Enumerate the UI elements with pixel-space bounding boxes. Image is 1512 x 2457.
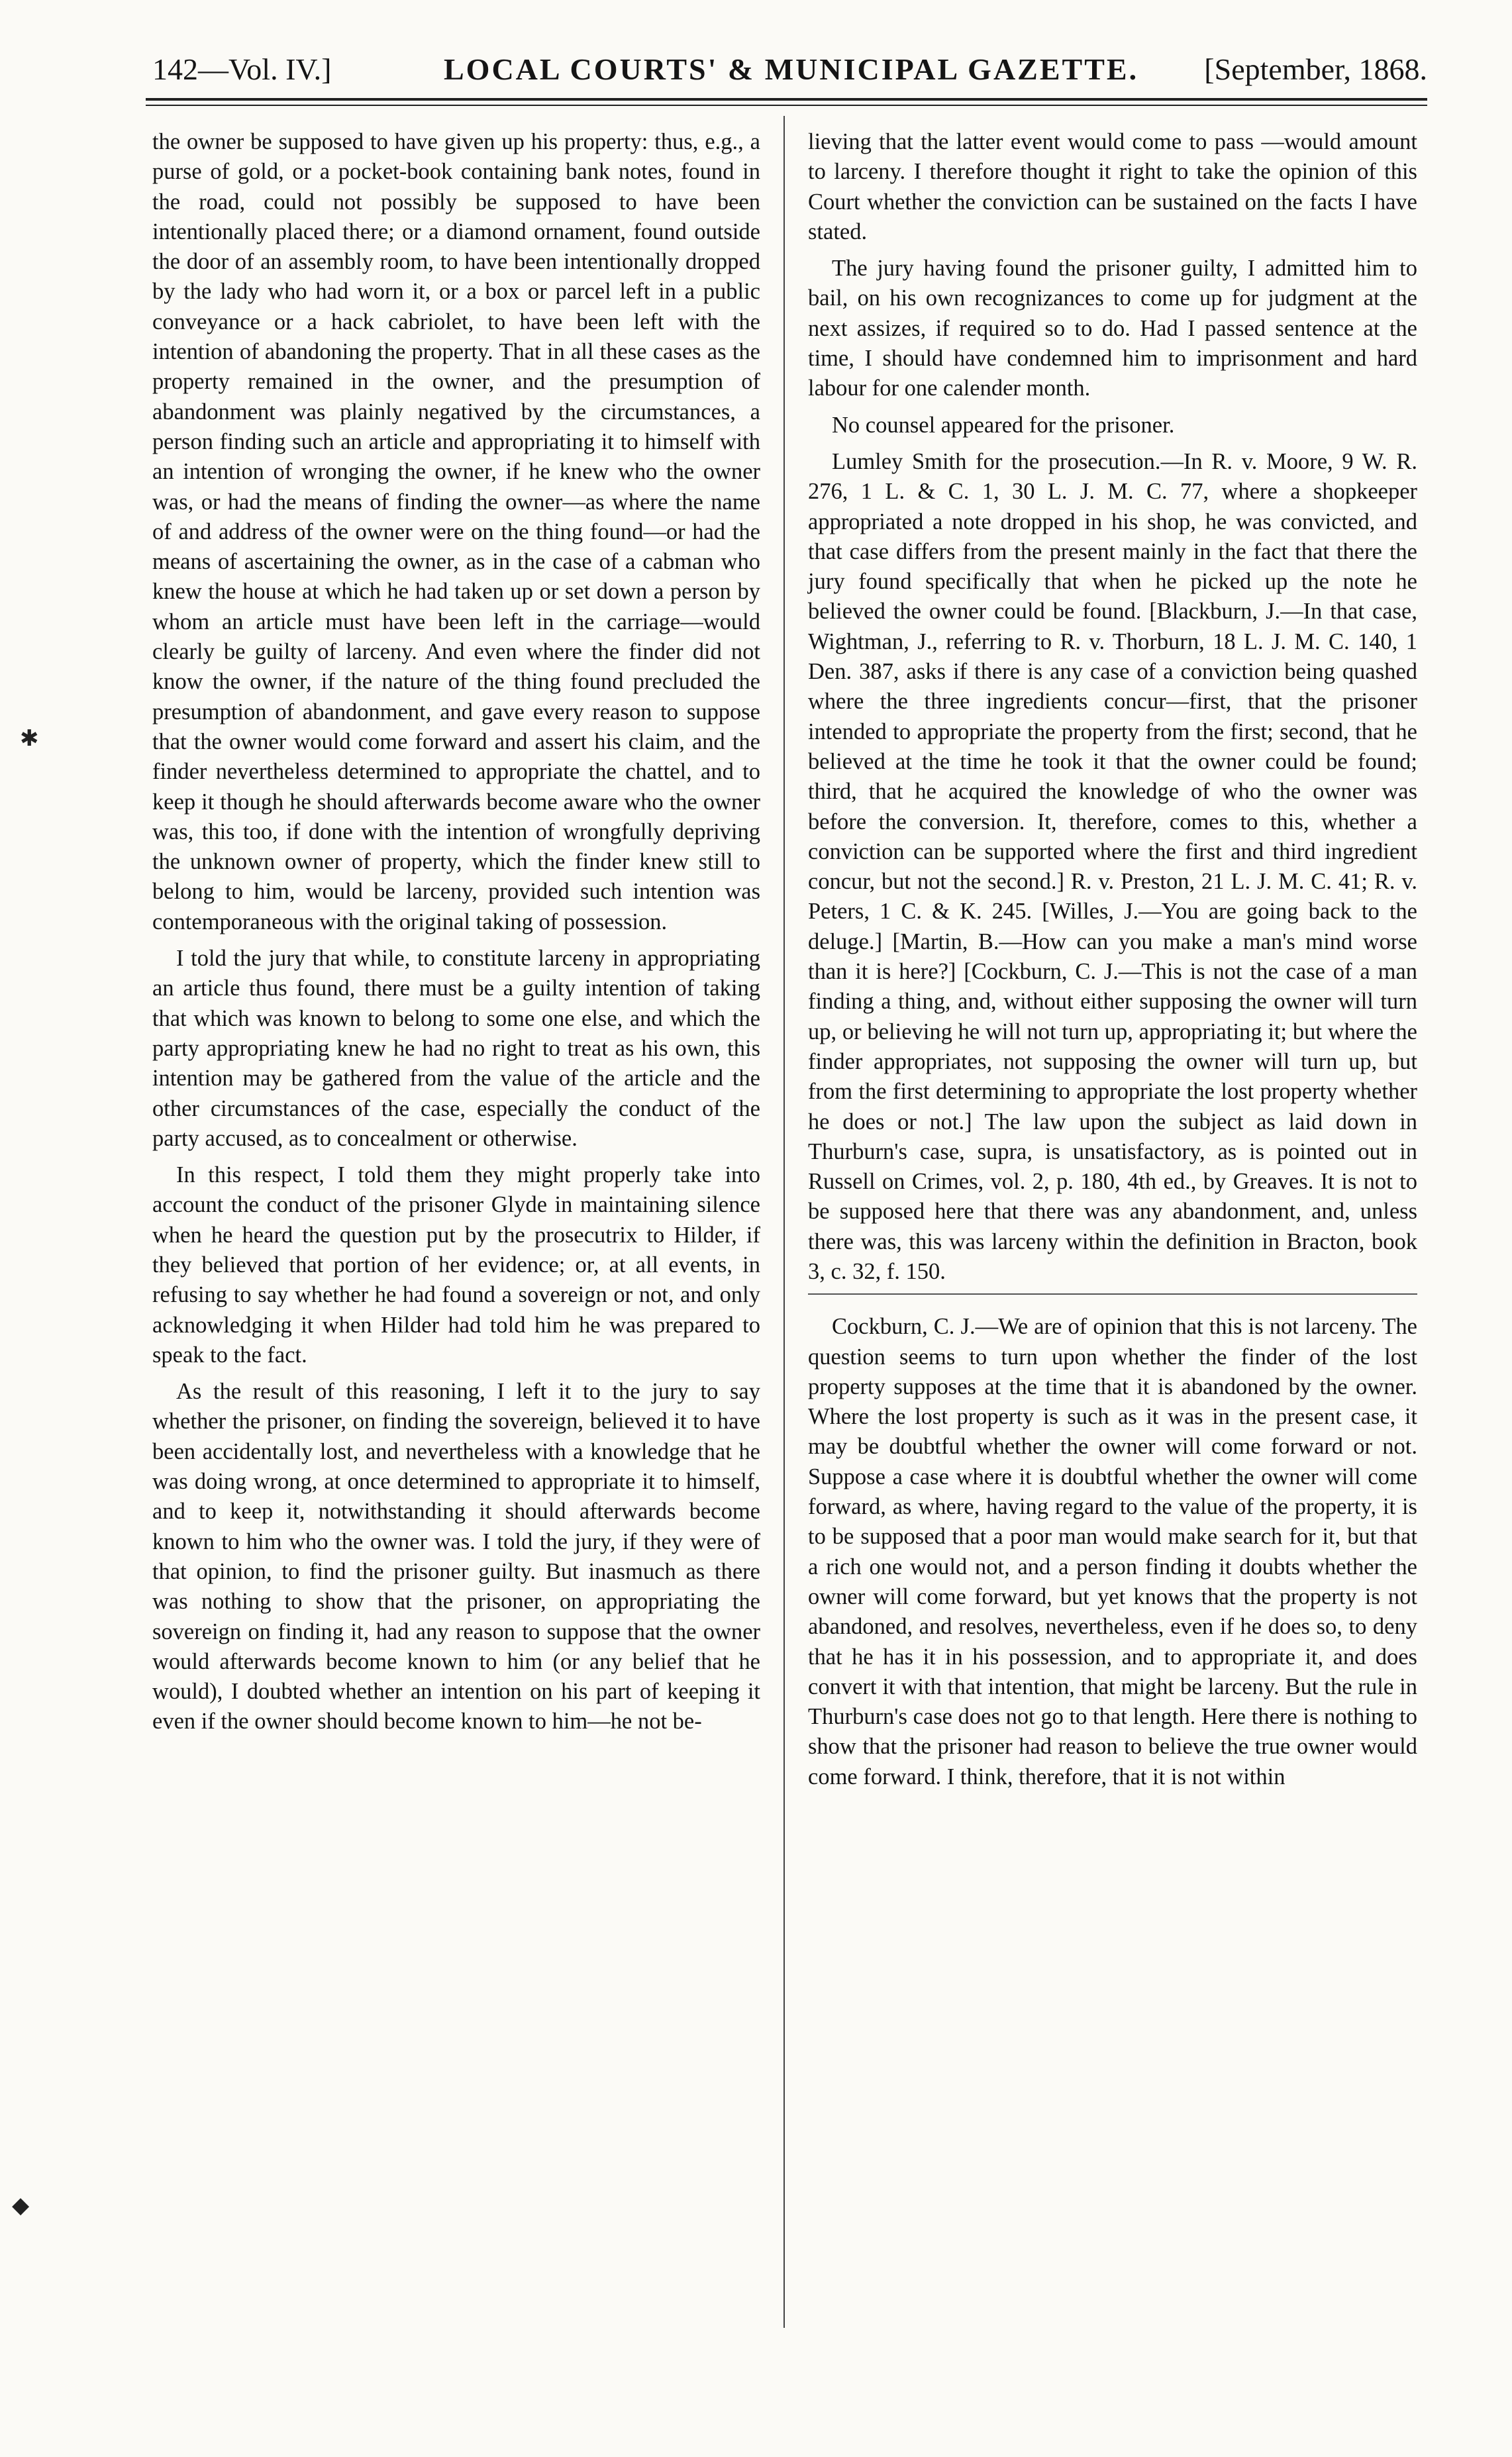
header-rule-thin bbox=[146, 105, 1427, 106]
paragraph: lieving that the latter event would come to pass —would amount to larceny. I therefore thought it right to take the opinion of this Court whether the conviction can be sustained on the facts I have stated. bbox=[808, 129, 1417, 244]
margin-mark: ✱ bbox=[20, 725, 39, 752]
section-rule bbox=[808, 1293, 1417, 1295]
paragraph: The jury having found the prisoner guilty, I admitted him to bail, on his own recognizances to come up for judgment at the next assizes, if required so to do. Had I passed sentence at the time, I should have condemned him to imprisonment and hard labour for one calender month. bbox=[808, 256, 1417, 401]
left-column bbox=[152, 127, 760, 1744]
publication-title: LOCAL COURTS' & MUNICIPAL GAZETTE. bbox=[444, 52, 1139, 86]
running-header bbox=[152, 52, 1427, 111]
paragraph: Cockburn, C. J.—We are of opinion that this is not larceny. The question seems to turn upon whether the finder of the lost property supposes at the time that it is abandoned by the owner. Where the lost property is such as it was in the present case, it may be doubtful whether the owner will come forward or not. Suppose a case where it is doubtful whether the owner will come forward, as where, having regard to the value of the property, it is to be supposed that a poor man would make search for it, but that a rich one would not, and a person finding it doubts whether the owner will come forward, but yet knows that the property is not abandoned, and resolves, nevertheless, even if he does so, to deny that he has it in his possession, and to appropriate it, and does convert it with that intention, that might be larceny. But the rule in Thurburn's case does not go to that length. Here there is nothing to show that the prisoner had reason to believe the true owner would come forward. I think, therefore, that it is not within bbox=[808, 1314, 1417, 1789]
margin-mark: ◆ bbox=[12, 2192, 30, 2219]
column-divider bbox=[783, 116, 785, 2328]
page-volume: 142—Vol. IV.] bbox=[152, 52, 332, 86]
issue-date: [September, 1868. bbox=[1204, 52, 1427, 86]
paragraph: No counsel appeared for the prisoner. bbox=[832, 412, 1175, 438]
right-column bbox=[808, 127, 1417, 1799]
paragraph: Lumley Smith for the prosecution.—In R. v. Moore, 9 W. R. 276, 1 L. & C. 1, 30 L. J. M. C. 77, where a shopkeeper appropriated a note dropped in his shop, he was convicted, and that case differs from the present mainly in the fact that there the jury found specifically that when he picked up the note he believed the owner could be found. [Blackburn, J.—In that case, Wightman, J., referring to R. v. Thorburn, 18 L. J. M. C. 140, 1 Den. 387, asks if there is any case of a conviction being quashed where the three ingredients concur—first, that the prisoner intended to appropriate the property from the first; second, that he believed at the time he took it that the owner could be found; third, that he acquired the knowledge of who the owner was before the conversion. It, therefore, comes to this, whether a conviction can be supported where the first and third ingredient concur, but not the second.] R. v. Preston, 21 L. J. M. C. 41; R. v. Peters, 1 C. & K. 245. [Willes, J.—You are going back to the deluge.] [Martin, B.—How can you make a man's mind worse than it is here?] [Cockburn, C. J.—This is not the case of a man finding a thing, and, without either supposing the owner will turn up, or believing he will not turn up, appropriating it; but where the finder appropriates, not supposing the owner will turn up, but from the first determining to appropriate the lost property whether he does or not.] The law upon the subject as laid down in Thurburn's case, supra, is unsatisfactory, as is pointed out in Russell on Crimes, vol. 2, p. 180, 4th ed., by Greaves. It is not to be supposed here that there was any abandonment, and, unless there was, this was larceny within the definition in Bracton, book 3, c. 32, f. 150. bbox=[808, 448, 1417, 1284]
paragraph: I told the jury that while, to constitute larceny in appropriating an article thus found, there must be a guilty intention of taking that which was known to belong to some one else, and which the party appropriating knew he had no right to treat as his own, this intention may be gathered from the value of the article and the other circumstances of the case, especially the conduct of the party accused, as to concealment or otherwise. bbox=[152, 946, 760, 1151]
header-rule-thick bbox=[146, 98, 1427, 101]
paragraph: In this respect, I told them they might properly take into account the conduct of the prisoner Glyde in maintaining silence when he heard the question put by the prosecutrix to Hilder, if they believed that portion of her evidence; or, at all events, in refusing to say whether he had found a sovereign or not, and only acknowledging it when Hilder had told him he was prepared to speak to the fact. bbox=[152, 1162, 760, 1368]
paragraph: As the result of this reasoning, I left it to the jury to say whether the prisoner, on finding the sovereign, believed it to have been accidentally lost, and nevertheless with a knowledge that he was doing wrong, at once determined to appropriate it to himself, and to keep it, notwithstanding it should afterwards become known to him who the owner was. I told the jury, if they were of that opinion, to find the prisoner guilty. But inasmuch as there was nothing to show that the prisoner, on appropriating the sovereign on finding it, had any reason to suppose that the owner would afterwards become known to him (or any belief that he would), I doubted whether an intention on his part of keeping it even if the owner should become known to him—he not be- bbox=[152, 1379, 760, 1734]
paragraph: the owner be supposed to have given up his property: thus, e.g., a purse of gold, or a pocket-book containing bank notes, found in the road, could not possibly be supposed to have been intentionally placed there; or a diamond ornament, found outside the door of an assembly room, to have been intentionally dropped by the lady who had worn it, or a box or parcel left in a public conveyance or a hack cabriolet, to have been left with the intention of abandoning the property. That in all these cases as the property remained in the owner, and the presumption of abandonment was plainly negatived by the circumstances, a person finding such an article and appropriating it to himself with an intention of wronging the owner, if he knew who the owner was, or had the means of finding the owner—as where the name of and address of the owner were on the thing found—or had the means of ascertaining the owner, as in the case of a cabman who knew the house at which he had taken up or set down a person by whom an article must have been left in the carriage—would clearly be guilty of larceny. And even where the finder did not know the owner, if the nature of the thing found precluded the presumption of abandonment, and gave every reason to suppose that the owner would come forward and assert his claim, and the finder nevertheless determined to appropriate the chattel, and to keep it though he should afterwards become aware who the owner was, this too, if done with the intention of wrongfully depriving the unknown owner of property, which the finder knew still to belong to him, would be larceny, provided such intention was contemporaneous with the original taking of possession. bbox=[152, 129, 760, 934]
